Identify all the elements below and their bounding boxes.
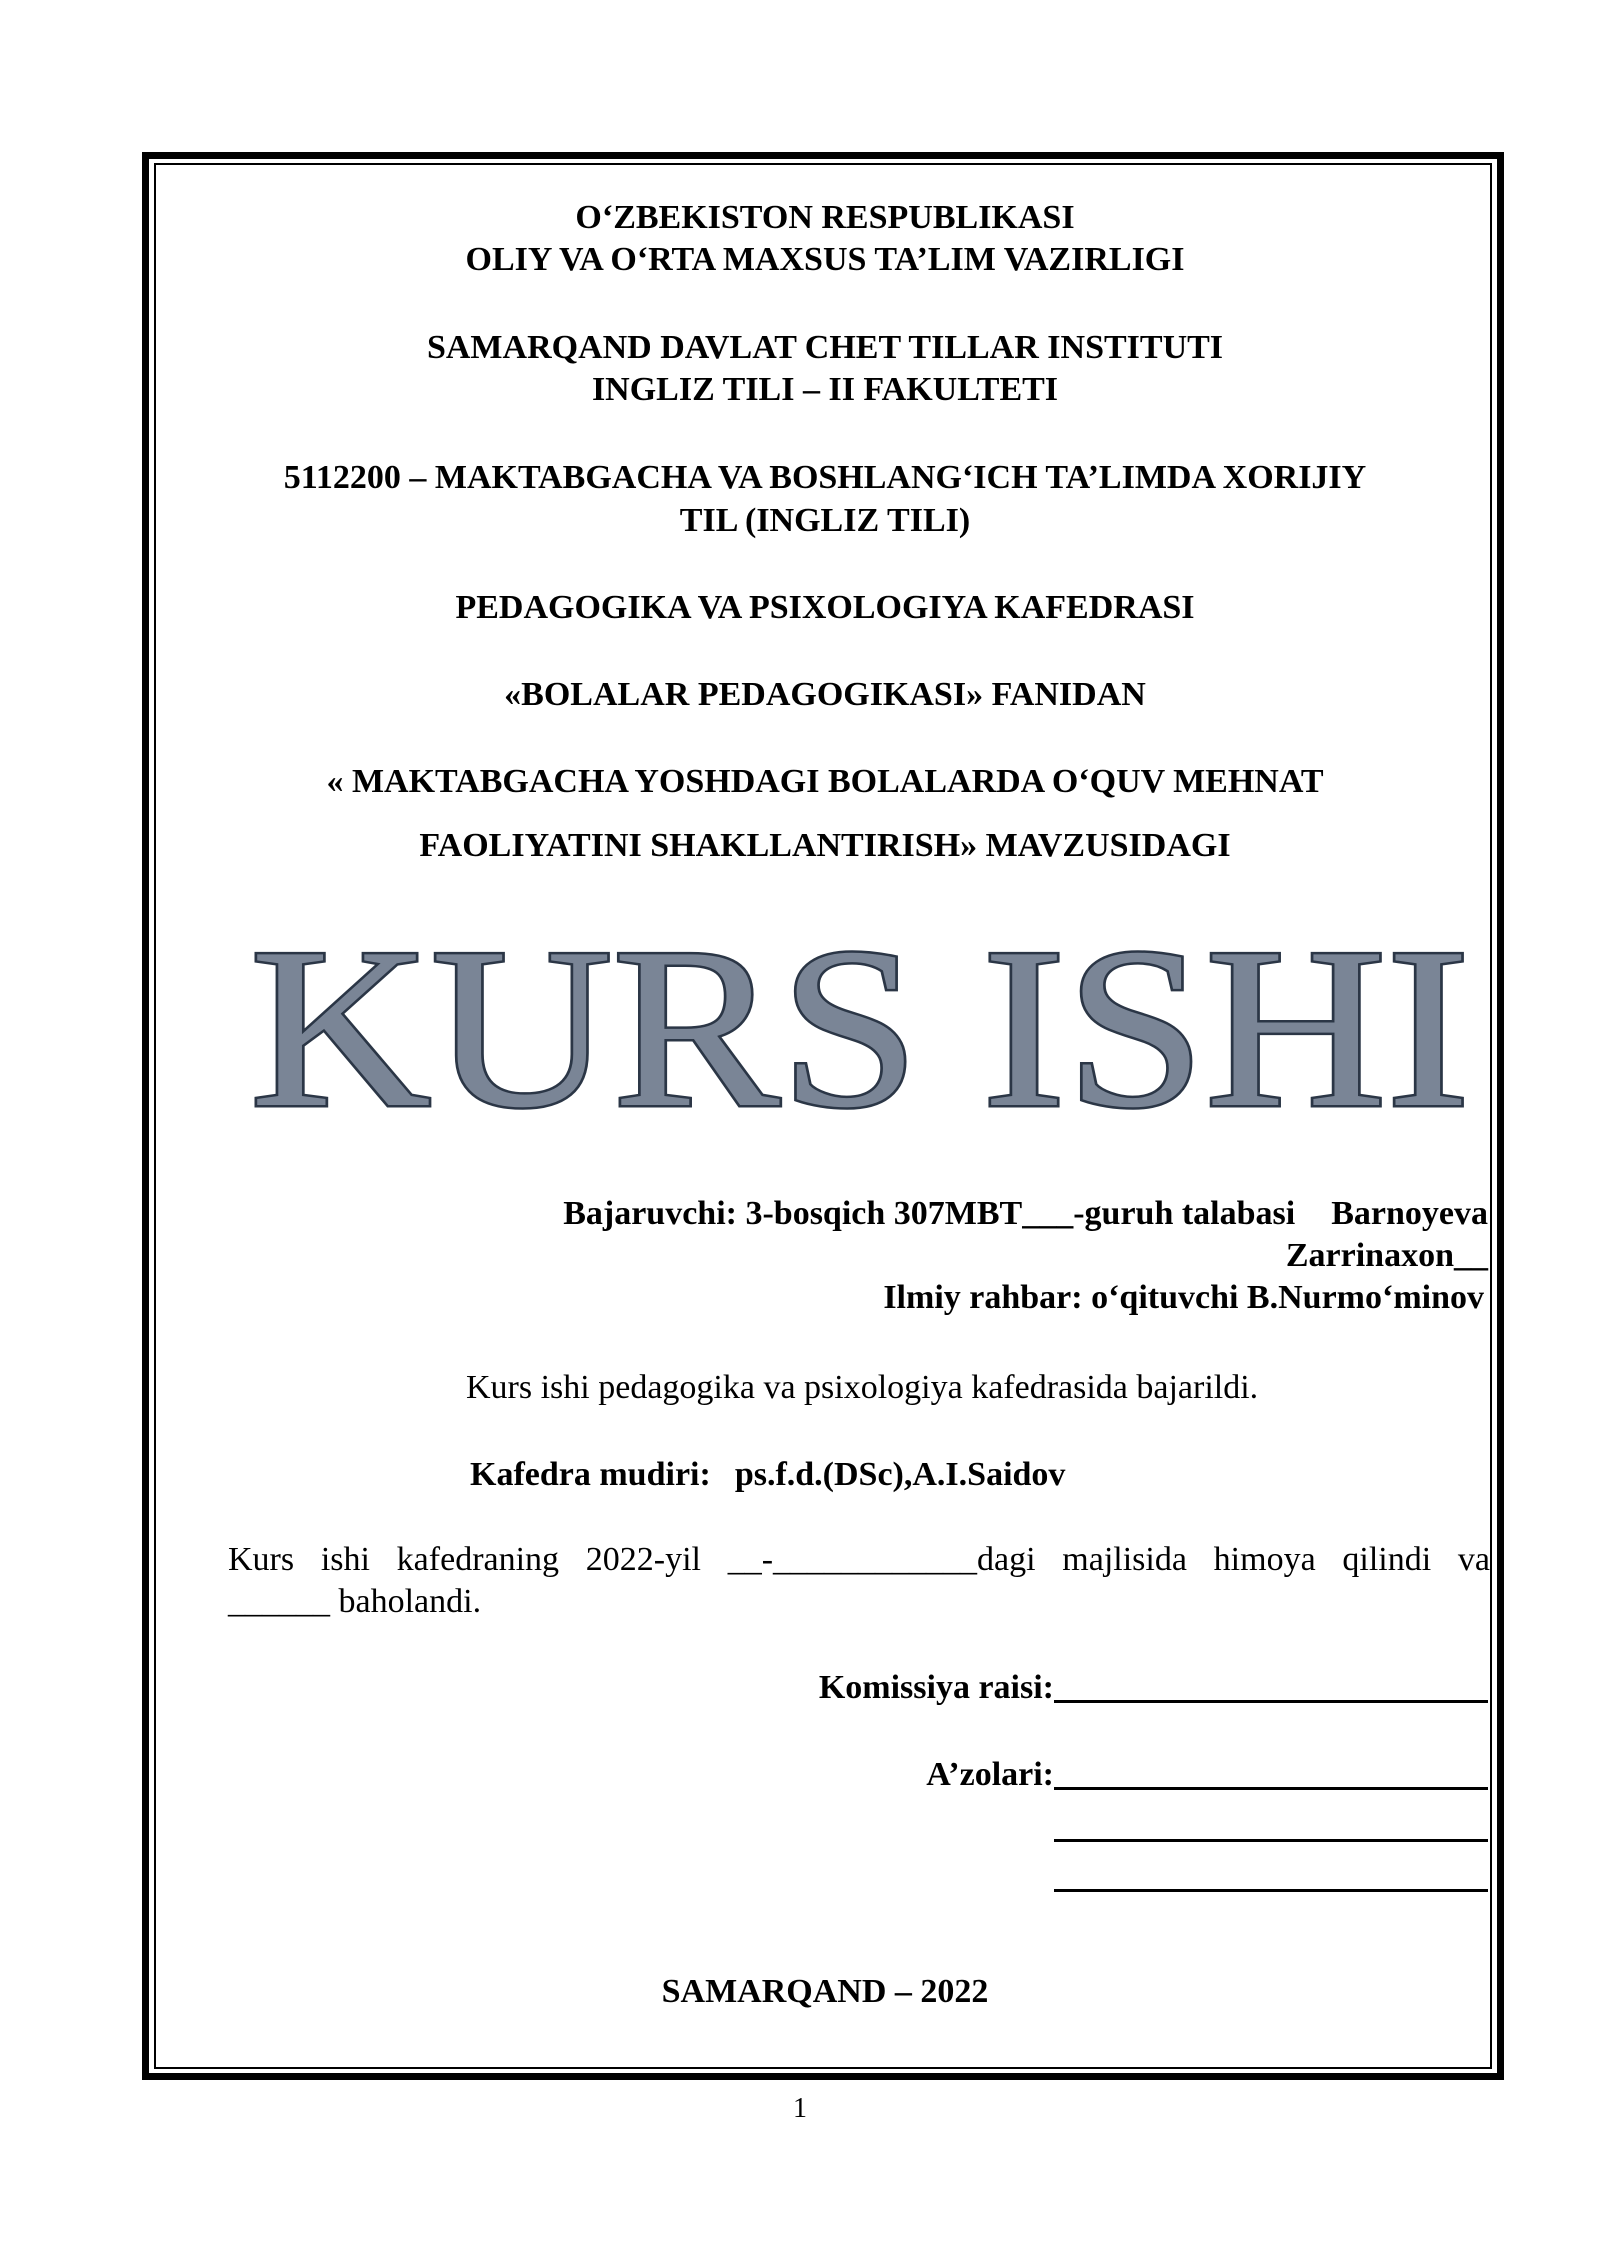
institute-line-1: SAMARQAND DAVLAT CHET TILLAR INSTITUTI bbox=[426, 329, 1224, 366]
ministry-line-1: O‘ZBEKISTON RESPUBLIKASI bbox=[575, 199, 1075, 236]
page-number: 1 bbox=[793, 2093, 807, 2124]
author-surname: Barnoyeva bbox=[1331, 1195, 1488, 1232]
subject-name: «BOLALAR PEDAGOGIKASI» FANIDAN bbox=[504, 676, 1146, 713]
commission-chair-signature-line bbox=[1054, 1700, 1488, 1703]
topic-line-2: FAOLIYATINI SHAKLLANTIRISH» MAVZUSIDAGI bbox=[419, 827, 1231, 864]
member-signature-line-2 bbox=[1054, 1839, 1488, 1842]
author-label: Bajaruvchi: 3-bosqich 307MBT___-guruh talabasi bbox=[563, 1195, 1296, 1232]
defense-text-line-1: Kurs ishi kafedraning 2022-yil __-____________dagi majlisida himoya qilindi va bbox=[228, 1541, 1490, 1578]
commission-members-label: A’zolari: bbox=[926, 1756, 1054, 1793]
institute-line-2: INGLIZ TILI – II FAKULTETI bbox=[591, 371, 1059, 408]
author-line-2: Zarrinaxon__ bbox=[1285, 1237, 1488, 1274]
defense-text-line-2: ______ baholandi. bbox=[228, 1583, 482, 1620]
city-year: SAMARQAND – 2022 bbox=[661, 1973, 989, 2010]
ministry-line-2: OLIY VA O‘RTA MAXSUS TA’LIM VAZIRLIGI bbox=[465, 241, 1185, 278]
specialty-line-2: TIL (INGLIZ TILI) bbox=[679, 502, 971, 539]
document-title-text: KURS ISHI bbox=[250, 905, 1470, 1135]
head-of-department-name: ps.f.d.(DSc),A.I.Saidov bbox=[734, 1456, 1066, 1493]
document-title-wordart bbox=[230, 905, 1490, 1135]
head-of-department-label: Kafedra mudiri: bbox=[470, 1456, 711, 1493]
member-signature-line-3 bbox=[1054, 1889, 1488, 1892]
completion-note: Kurs ishi pedagogika va psixologiya kafedrasida bajarildi. bbox=[466, 1369, 1259, 1406]
topic-line-1: « MAKTABGACHA YOSHDAGI BOLALARDA O‘QUV MEHNAT bbox=[326, 763, 1324, 800]
commission-chair-label: Komissiya raisi: bbox=[818, 1669, 1054, 1706]
member-signature-line-1 bbox=[1054, 1787, 1488, 1790]
head-of-department bbox=[470, 1455, 1065, 1495]
specialty-line-1: 5112200 – MAKTABGACHA VA BOSHLANG‘ICH TA’LIMDA XORIJIY bbox=[283, 459, 1367, 496]
author-line-1 bbox=[563, 1194, 1488, 1234]
department-name: PEDAGOGIKA VA PSIXOLOGIYA KAFEDRASI bbox=[455, 589, 1195, 626]
supervisor: Ilmiy rahbar: o‘qituvchi B.Nurmo‘minov bbox=[883, 1279, 1484, 1316]
